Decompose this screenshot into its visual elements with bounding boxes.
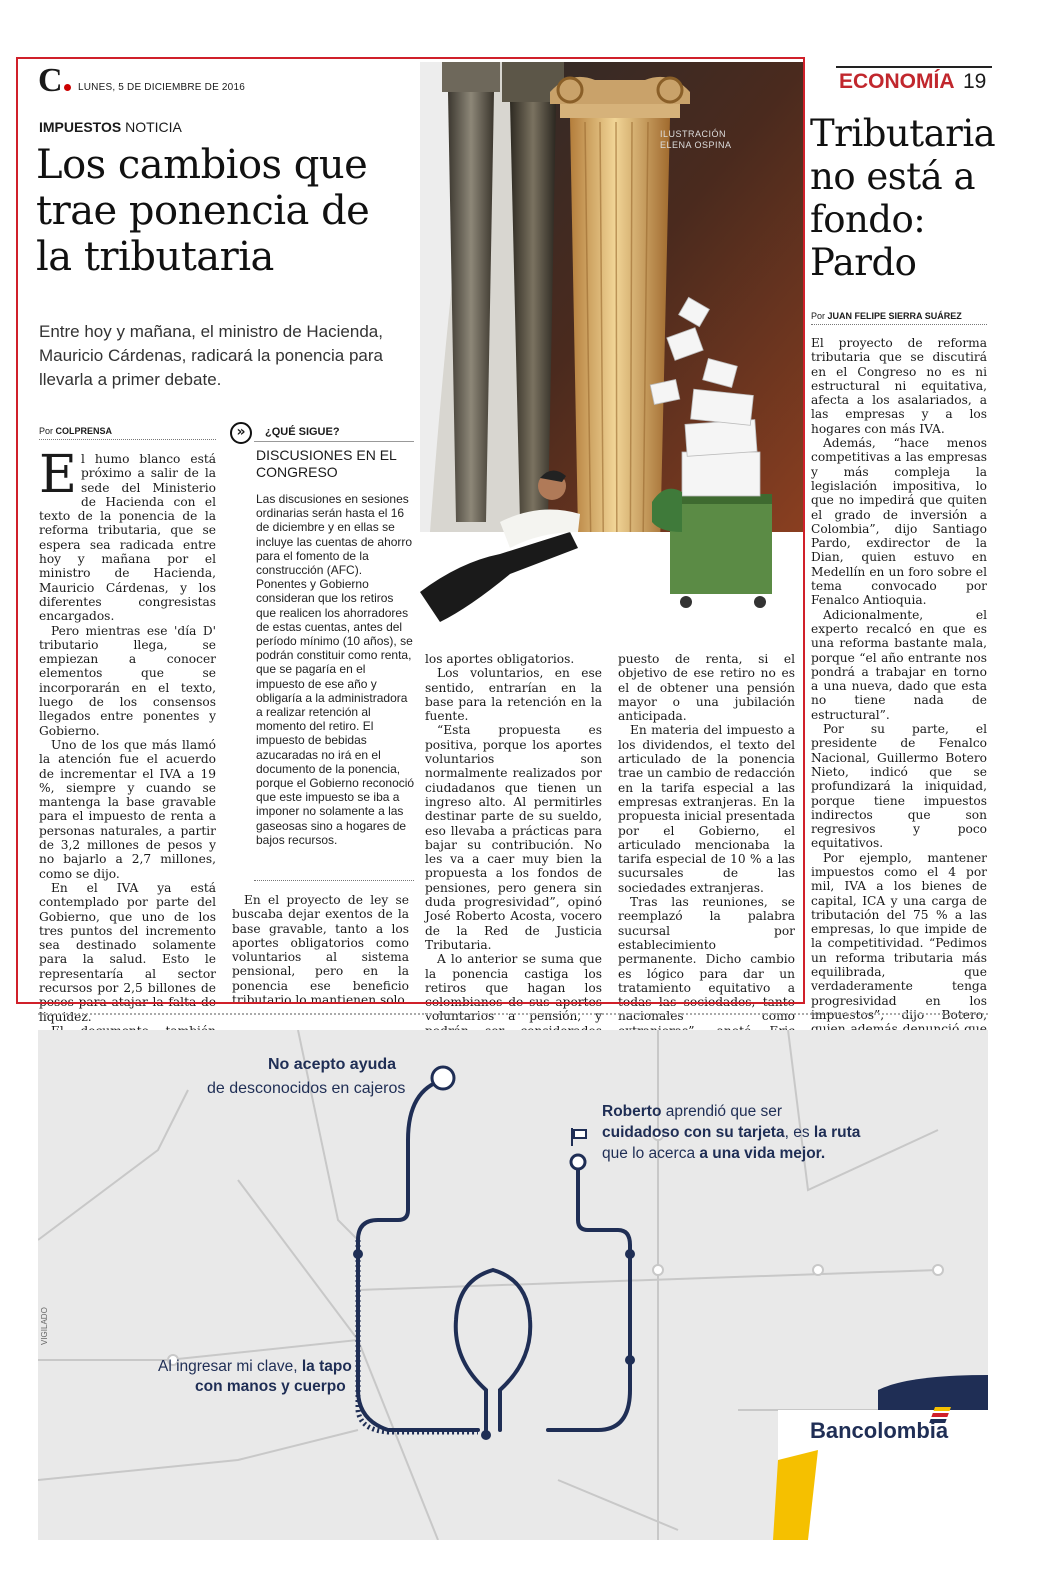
section-name: ECONOMÍA: [839, 70, 955, 93]
article-column-2: En el proyecto de ley se buscaba dejar exentos de la base gravable, tanto a los aportes obligatorios como voluntarios al sistema pensional, pero en la ponencia ese beneficio tributario lo mantienen solo: [232, 893, 409, 1008]
article-byline: Por COLPRENSA: [39, 426, 113, 436]
ad-main-message: Roberto aprendió que ser cuidadoso con su tarjeta, es la ruta que lo acerca a una vida mejor.: [602, 1103, 861, 1162]
issue-date: LUNES, 5 DE DICIEMBRE DE 2016: [78, 82, 245, 93]
section-rule: [836, 66, 992, 68]
article-column-1: El humo blanco está próximo a salir de la sede del Ministerio de Hacienda con el texto de la ponencia de la reforma tributaria, que se espera sea radicada entre hoy y mañana por el ministro de Hacienda, Mauricio Cárdenas, y los diferentes congresistas encargados. Pero mientras ese 'día D' tributario llega, se empiezan a conocer elementos que se incorporarán en el texto, luego de los consensos llegados entre ponentes y Gobierno. Uno de los que más llamó la atención fue el acuerdo de incrementar el IVA a 19 %, siempre y cuando se mantenga la base gravable para el impuesto de renta a personas naturales, a partir de 3,2 millones de pesos y no bajarlo a 2,7 millones, como se dijo. En el IVA ya está contemplado por parte del Gobierno, que uno de los tres puntos del incremento sea destinado solamente para la salud. Esto le representaría al sector recursos por 2,5 billones de pesos para atajar la falta de liquidez.: [39, 445, 216, 1024]
article-lede: Entre hoy y mañana, el ministro de Hacienda, Mauricio Cárdenas, radicará la ponencia para llevarla a primer debate.: [39, 322, 383, 389]
article-headline: Los cambios que trae ponencia de la tributaria: [36, 142, 370, 280]
side-article-byline: Por JUAN FELIPE SIERRA SUÁREZ: [811, 311, 962, 321]
article-column-3: los aportes obligatorios. Los voluntarios, en ese sentido, entrarían en la base para la retención en la fuente. “Esta propuesta es positiva, porque los aportes voluntarios son normalmente realizados por ciudadanos que tienen un ingreso alto. Al permitirles destinar parte de su sueldo, eso llevaba a prácticas para bajar su contribución. No les va a caer muy bien la propuesta a los fondos de pensiones, pero genera sin duda progresividad”, opinó José Roberto Acosta, vocero de la Red de Justicia Tributaria. A lo anterior se suma que la ponencia castiga los retiros que hagan los colombianos de sus aportes voluntarios a pensión, y: [425, 652, 602, 1024]
bancolombia-logo: Bancolombia: [810, 1418, 949, 1443]
newspaper-logo: C: [38, 66, 71, 96]
chevron-right-icon: »: [230, 422, 252, 444]
ad-tip-1-bold: No acepto ayuda: [268, 1056, 397, 1073]
article-kicker: IMPUESTOS NOTICIA: [39, 119, 182, 135]
que-sigue-text: Las discusiones en sesiones ordinarias serán hasta el 16 de diciembre y en ellas se incluye las cuentas de ahorro para el fomento de la construcción (AFC). Ponentes y Gobierno consideran que los retiros que realicen los ahorradores de estas cuentas, antes del período mínimo (10 años), se podrán constituir como renta, que se pagaría en el impuesto de ese año y obligaría a la administradora a realizar retención al momento del retiro. El impuesto de bebidas azucaradas no irá en el documento de la ponencia, porque el Gobierno reconoció que este impuesto se iba a imponer no solamente a las gaseosas sino a hogares de bajos recursos.: [256, 492, 415, 847]
page-number: 19: [963, 70, 987, 93]
illustration-credit: ILUSTRACIÓN ELENA OSPINA: [660, 129, 732, 150]
vigilado-label: VIGILADO: [40, 1307, 49, 1345]
que-sigue-title: DISCUSIONES EN EL CONGRESO: [256, 447, 397, 480]
ad-tip-2b: con manos y cuerpo: [195, 1378, 346, 1395]
article-highlight-frame: [16, 57, 805, 1004]
ad-separator: [38, 1013, 988, 1015]
side-article-body: El proyecto de reforma tributaria que se discutirá en el Congreso no es ni estructural ni equitativa, afecta a los asalariados, a las empresas y a los hogares con más IVA. Además, “hace menos competitivas a las empresas y más compleja la legislación impositiva, lo que no impedirá que quiten el grado de inversión a Colombia”, dijo Santiago Pardo, exdirector de la Dian, quien estuvo en Medellín en un foro sobre el tema convocado por Fenalco Antioquia. Adicionalmente, el experto recalcó en que es una reforma bastante mala, porque “el año entrante nos pondrá a trabajar en torno a una nueva, dado que esta no tiene nada de estructural”. Por su parte, el presidente de Fenalco Nacional, Guillermo Botero Nieto, indicó que se profundizará la iniquidad, porque tiene impuestos indirectos que son regresivos y poco equitativos. Por ejemplo, mantener impuestos como el 4 por mil, IVA a los bienes de capital, ICA y una carga de tributación del 75 % a las empresas, lo que impide de la competitividad. “Pedimos un reforma tributaria más equilibrada, que verdaderamente tenga progresividad en los impuestos”, dijo Botero,: [811, 336, 987, 1022]
side-article-headline: Tributaria no está a fondo: Pardo: [810, 112, 996, 284]
article-column-4: puesto de renta, si el objetivo de ese retiro no es el de obtener una pensión mayor o una jubilación anticipada. En materia del impuesto a los dividendos, el texto del articulado de la ponencia trae un cambio de redacción en la tarifa especial a las empresas extranjeras. En la propuesta inicial presentada por el Gobierno, el articulado mencionaba la tarifa especial de 10 % a las sucursales de las sociedades extranjeras. Tras las reuniones, se reemplazó la palabra sucursal por establecimiento permanente. Dicho cambio es lógico para dar un tratamiento equitativo a todas las sociedades, tanto nacionales como: [618, 652, 795, 1024]
ad-tip-2: Al ingresar mi clave, la tapo: [158, 1358, 352, 1375]
que-sigue-label: ¿QUÉ SIGUE?: [265, 426, 340, 438]
ad-tip-1: de desconocidos en cajeros: [207, 1080, 406, 1097]
dropcap: E: [39, 445, 77, 505]
side-byline-rule: [811, 324, 987, 325]
